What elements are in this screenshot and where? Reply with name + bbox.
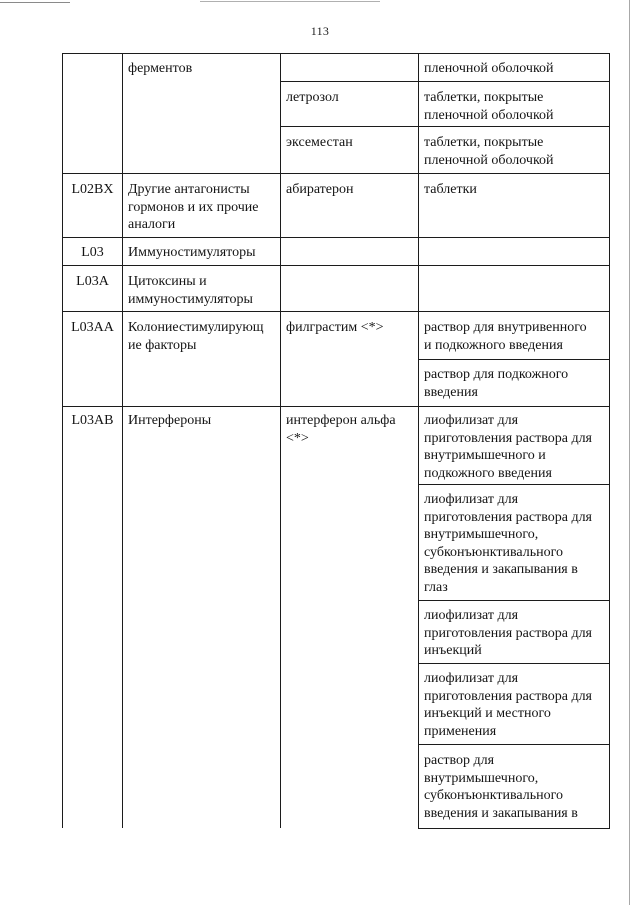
table-cell-form: лиофилизат для приготовления раствора для внутримышечного, субконъюнктивального введения и закапывания в глаз xyxy=(424,492,592,595)
table-cell-form: таблетки, покрытые пленочной оболочкой xyxy=(424,135,554,168)
table-rule xyxy=(280,53,281,828)
table-cell-form: лиофилизат для приготовления раствора для внутримышечного и подкожного введения xyxy=(424,413,592,481)
table-cell-group: Другие антагонисты гормонов и их прочие аналоги xyxy=(128,182,259,232)
table-cell-group: ферментов xyxy=(128,61,193,76)
table-rule xyxy=(62,265,610,266)
table-rule xyxy=(418,828,610,829)
table-cell-drug: абиратерон xyxy=(286,182,354,197)
table-cell-drug: эксеместан xyxy=(286,135,353,150)
table-rule xyxy=(280,81,610,82)
table-cell-code: L02BX xyxy=(71,182,114,197)
table-rule xyxy=(418,53,419,828)
table-cell-code: L03AB xyxy=(71,413,114,428)
table-rule xyxy=(62,53,63,828)
page-number: 113 xyxy=(310,24,330,38)
table-rule xyxy=(62,311,610,312)
table-cell-form: лиофилизат для приготовления раствора для инъекций и местного применения xyxy=(424,671,592,739)
table-cell-drug: филграстим <*> xyxy=(286,320,384,335)
table-cell-drug: летрозол xyxy=(286,90,339,105)
table-rule xyxy=(418,359,610,360)
table-rule xyxy=(418,744,610,745)
table-cell-group: Интерфероны xyxy=(128,413,212,428)
table-cell-form: таблетки, покрытые пленочной оболочкой xyxy=(424,90,554,123)
table-cell-form: раствор для подкожного введения xyxy=(424,367,569,400)
table-cell-form: лиофилизат для приготовления раствора для инъекций xyxy=(424,608,592,658)
table-cell-group: Колониестимулирующ ие факторы xyxy=(128,320,264,353)
table-cell-form: раствор для внутривенного и подкожного введения xyxy=(424,320,587,353)
table-rule xyxy=(62,173,610,174)
table-rule xyxy=(62,237,610,238)
table-rule xyxy=(609,53,610,828)
table-rule xyxy=(62,406,610,407)
table-rule xyxy=(62,53,610,54)
table-rule xyxy=(122,53,123,828)
table-cell-code: L03AA xyxy=(71,320,114,335)
table-cell-form: пленочной оболочкой xyxy=(424,61,554,76)
table-cell-group: Цитоксины и иммуностимуляторы xyxy=(128,274,253,307)
table-cell-group: Иммуностимуляторы xyxy=(128,245,256,260)
table-rule xyxy=(280,126,610,127)
table-rule xyxy=(418,663,610,664)
table-cell-code: L03 xyxy=(81,245,104,260)
table-cell-drug: интерферон альфа <*> xyxy=(286,413,396,446)
table-rule xyxy=(418,600,610,601)
table-cell-code: L03A xyxy=(76,274,109,289)
table-cell-form: таблетки xyxy=(424,182,477,197)
table-cell-form: раствор для внутримышечного, субконъюнктивального введения и закапывания в xyxy=(424,753,578,821)
table-rule xyxy=(418,484,610,485)
